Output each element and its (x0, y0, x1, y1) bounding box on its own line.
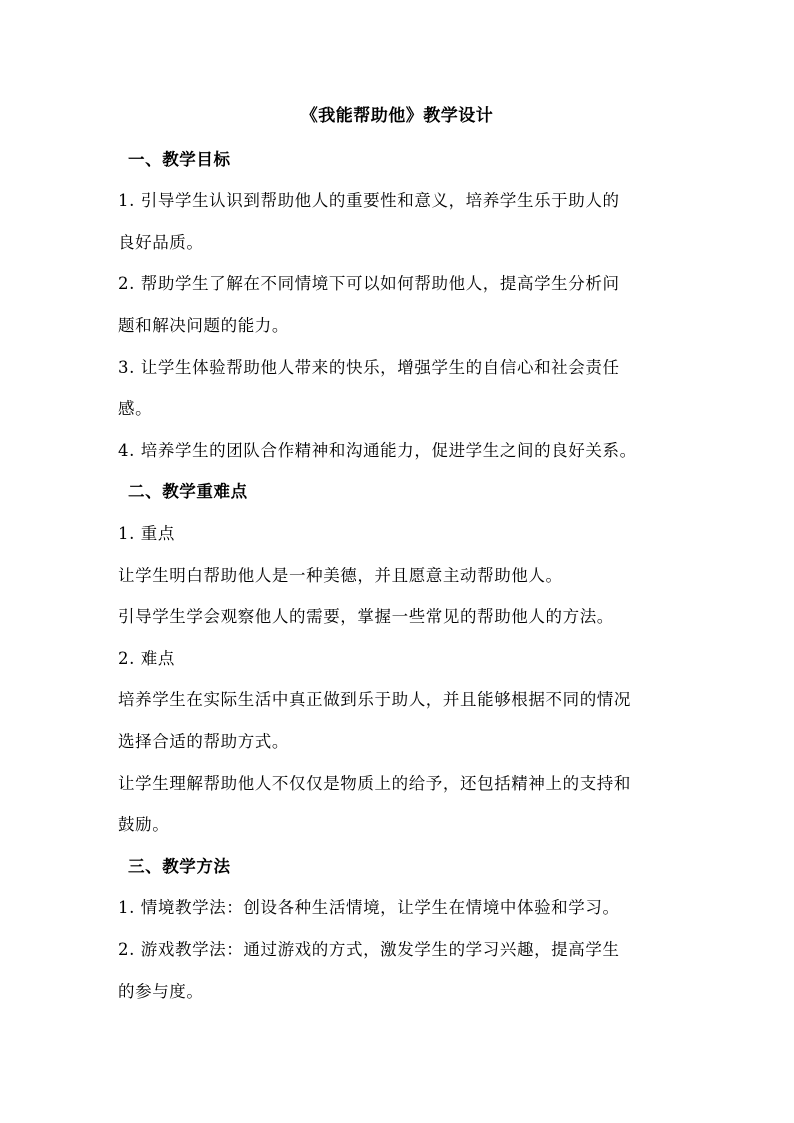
document-title: 《我能帮助他》教学设计 (300, 106, 494, 126)
paragraph-line: 引导学生学会观察他人的需要，掌握一些常见的帮助他人的方法。 (118, 607, 614, 626)
paragraph-line: 2. 帮助学生了解在不同情境下可以如何帮助他人，提高学生分析问 (118, 274, 620, 293)
paragraph-line: 4. 培养学生的团队合作精神和沟通能力，促进学生之间的良好关系。 (118, 441, 637, 460)
paragraph-line: 1. 情境教学法：创设各种生活情境，让学生在情境中体验和学习。 (118, 898, 620, 917)
subheading-line: 2. 难点 (118, 649, 175, 668)
paragraph-line: 良好品质。 (118, 233, 204, 252)
paragraph-line: 1. 引导学生认识到帮助他人的重要性和意义，培养学生乐于助人的 (118, 191, 620, 210)
section-heading-key-points: 二、教学重难点 (128, 482, 248, 501)
section-heading-objectives: 一、教学目标 (128, 150, 231, 169)
paragraph-line: 题和解决问题的能力。 (118, 316, 289, 335)
paragraph-line: 选择合适的帮助方式。 (118, 732, 289, 751)
paragraph-line: 3. 让学生体验帮助他人带来的快乐，增强学生的自信心和社会责任 (118, 358, 620, 377)
paragraph-line: 让学生理解帮助他人不仅仅是物质上的给予，还包括精神上的支持和 (118, 774, 631, 793)
section-heading-methods: 三、教学方法 (128, 857, 231, 876)
subheading-line: 1. 重点 (118, 524, 175, 543)
paragraph-line: 鼓励。 (118, 815, 170, 834)
paragraph-line: 培养学生在实际生活中真正做到乐于助人，并且能够根据不同的情况 (118, 690, 631, 709)
paragraph-line: 2. 游戏教学法：通过游戏的方式，激发学生的学习兴趣，提高学生 (118, 940, 620, 959)
paragraph-line: 让学生明白帮助他人是一种美德，并且愿意主动帮助他人。 (118, 566, 563, 585)
paragraph-line: 的参与度。 (118, 982, 204, 1001)
paragraph-line: 感。 (118, 399, 153, 418)
